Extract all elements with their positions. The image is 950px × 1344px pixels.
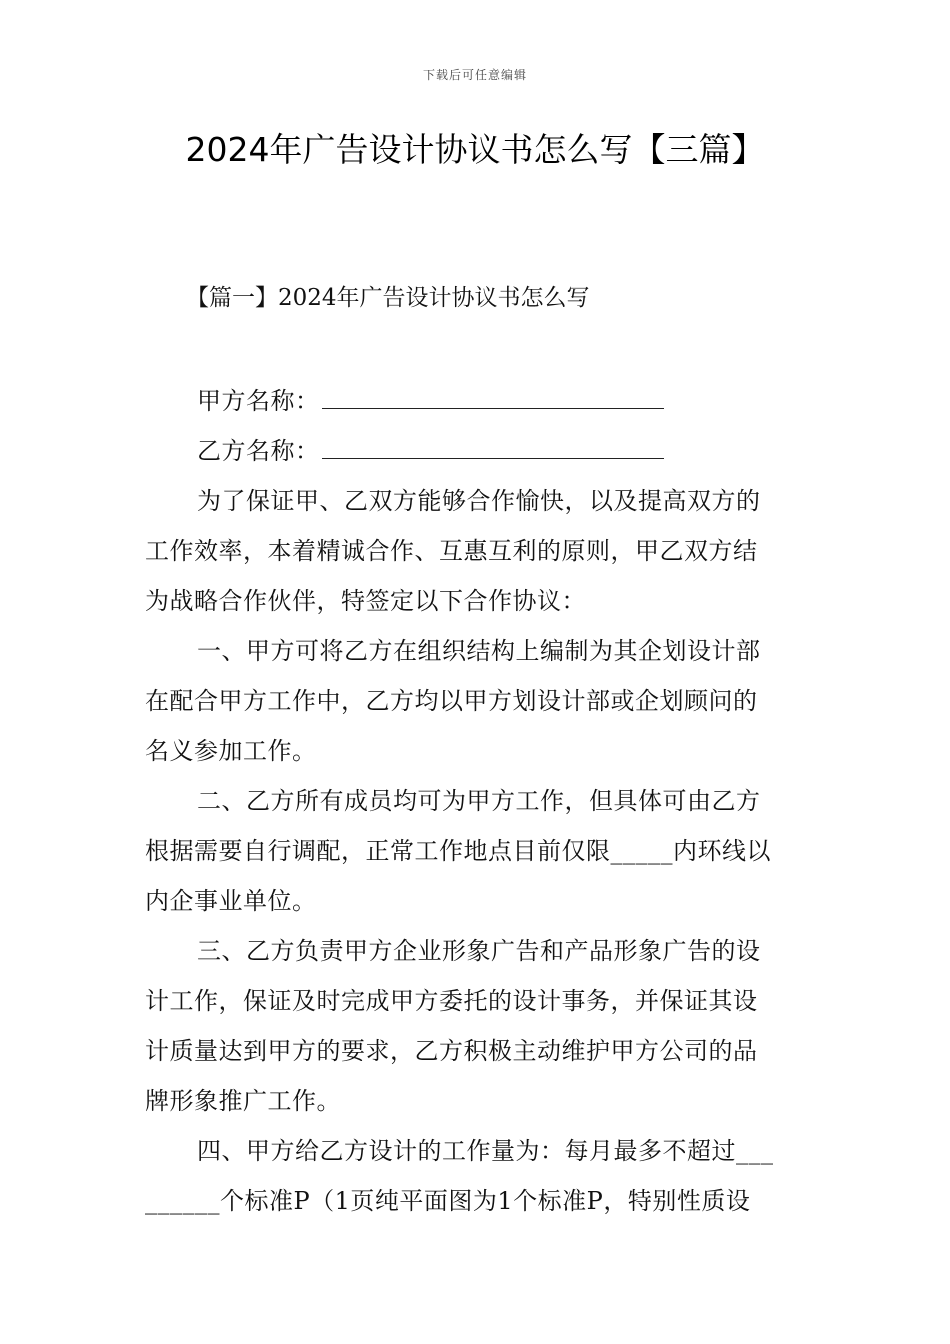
- party-a-line: [145, 376, 807, 426]
- paragraph-line: 一、甲方可将乙方在组织结构上编制为其企划设计部: [197, 637, 761, 665]
- paragraph-line: 牌形象推广工作。: [145, 1087, 341, 1115]
- page-header-note: 下载后可任意编辑: [422, 68, 527, 82]
- paragraph-line: 工作效率，本着精诚合作、互惠互利的原则，甲乙双方结: [145, 537, 758, 565]
- paragraph-line: 四、甲方给乙方设计的工作量为：每月最多不超过___: [197, 1137, 774, 1165]
- paragraph-line: 三、乙方负责甲方企业形象广告和产品形象广告的设: [197, 937, 761, 965]
- paragraph-line: 名义参加工作。: [145, 737, 317, 765]
- paragraph-line: 二、乙方所有成员均可为甲方工作，但具体可由乙方: [197, 787, 761, 815]
- paragraph-line: 内企事业单位。: [145, 887, 317, 915]
- party-b-line: [145, 426, 807, 476]
- paragraph-line: ______个标准P（1页纯平面图为1个标准P，特别性质设: [145, 1187, 751, 1215]
- party-b-label: 乙方名称：: [197, 437, 320, 465]
- paragraph-line: 计工作，保证及时完成甲方委托的设计事务，并保证其设: [145, 987, 758, 1015]
- party-b-blank: [322, 428, 664, 459]
- paragraph-line: 在配合甲方工作中，乙方均以甲方划设计部或企划顾问的: [145, 687, 758, 715]
- paragraph-line: 计质量达到甲方的要求，乙方积极主动维护甲方公司的品: [145, 1037, 758, 1065]
- party-a-blank: [322, 378, 664, 409]
- party-a-label: 甲方名称：: [197, 387, 320, 415]
- paragraph-line: 为战略合作伙伴，特签定以下合作协议：: [145, 587, 586, 615]
- document-body: [145, 376, 807, 1226]
- paragraph-line: 根据需要自行调配，正常工作地点目前仅限_____内环线以: [145, 837, 771, 865]
- paragraph-line: 为了保证甲、乙双方能够合作愉快，以及提高双方的: [197, 487, 761, 515]
- document-title: 2024年广告设计协议书怎么写【三篇】: [185, 130, 765, 169]
- section-heading: 【篇一】2024年广告设计协议书怎么写: [186, 285, 590, 311]
